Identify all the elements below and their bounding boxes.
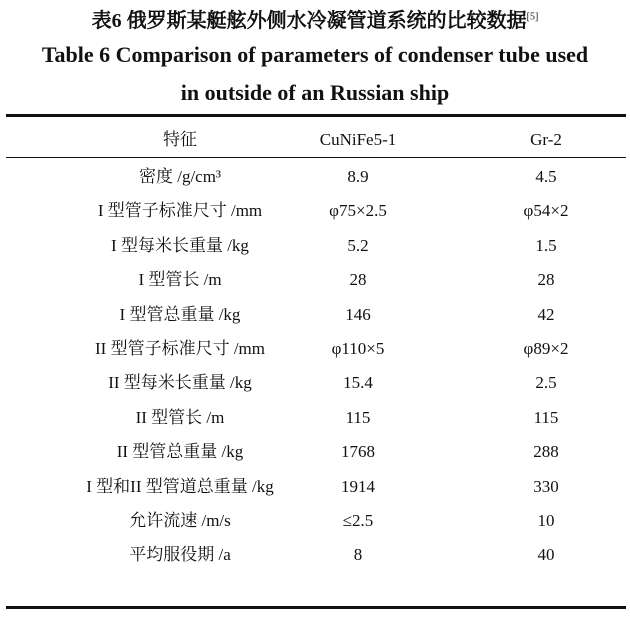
table-caption-english-line2: in outside of an Russian ship <box>180 80 450 105</box>
feature-cell: II 型管总重量 /kg <box>116 442 244 462</box>
cunife-value-cell: 1914 <box>341 476 375 496</box>
table-row <box>6 470 626 504</box>
table-row <box>6 263 626 297</box>
gr2-value-cell: φ89×2 <box>523 338 569 358</box>
cunife-value-cell: 146 <box>345 304 371 324</box>
feature-cell: 平均服役期 /a <box>129 545 231 565</box>
cunife-value-cell: 15.4 <box>343 373 373 393</box>
table-row <box>6 366 626 400</box>
header-row <box>6 124 626 156</box>
cunife-value-cell: 1768 <box>341 442 375 462</box>
cunife-value-cell: 5.2 <box>347 235 369 255</box>
feature-cell: II 型每米长重量 /kg <box>108 373 252 393</box>
cunife-value-cell: 8 <box>353 545 363 565</box>
gr2-value-cell: 40 <box>537 545 555 565</box>
table-row <box>6 332 626 366</box>
gr2-value-cell: 115 <box>533 407 559 427</box>
gr2-value-cell: 288 <box>533 442 559 462</box>
table-body <box>6 160 626 573</box>
cunife-value-cell: 28 <box>349 270 367 290</box>
gr2-value-cell: 4.5 <box>535 167 557 186</box>
table-row <box>6 229 626 263</box>
caption-cn-text: 表6 俄罗斯某艇舷外侧水冷凝管道系统的比较数据 <box>91 10 527 32</box>
feature-cell: II 型管长 /m <box>135 407 225 427</box>
table-row <box>6 194 626 228</box>
gr2-value-cell: 2.5 <box>535 373 557 393</box>
table-row <box>6 298 626 332</box>
header-feature: 特征 <box>163 130 197 149</box>
feature-cell: I 型和II 型管道总重量 /kg <box>86 476 274 496</box>
cunife-value-cell: 115 <box>345 407 371 427</box>
table-row <box>6 160 626 194</box>
gr2-value-cell: 42 <box>537 304 555 324</box>
gr2-value-cell: φ54×2 <box>523 201 569 221</box>
table-row <box>6 538 626 572</box>
table-row <box>6 401 626 435</box>
feature-cell: I 型管总重量 /kg <box>119 304 241 324</box>
gr2-value-cell: 28 <box>537 270 555 290</box>
gr2-value-cell: 10 <box>537 510 555 530</box>
gr2-value-cell: 1.5 <box>535 235 557 255</box>
header-gr2: Gr-2 <box>530 130 562 149</box>
top-rule <box>6 114 626 117</box>
feature-cell: I 型每米长重量 /kg <box>111 235 249 255</box>
feature-cell: II 型管子标准尺寸 /mm <box>95 338 265 358</box>
cunife-value-cell: φ75×2.5 <box>329 201 387 221</box>
feature-cell: I 型管长 /m <box>138 270 222 290</box>
feature-cell: 允许流速 /m/s <box>129 510 231 530</box>
table-caption-chinese <box>0 4 630 33</box>
cunife-value-cell: 8.9 <box>347 167 369 186</box>
table-caption-english-line1: Table 6 Comparison of parameters of condenser tube used <box>41 42 589 67</box>
gr2-value-cell: 330 <box>533 476 559 496</box>
feature-cell: 密度 /g/cm³ <box>138 167 222 186</box>
reference-marker: [5] <box>526 11 539 23</box>
table-row <box>6 435 626 469</box>
cunife-value-cell: φ110×5 <box>331 338 385 358</box>
header-cunife: CuNiFe5-1 <box>319 130 397 149</box>
bottom-rule <box>6 606 626 609</box>
table-row <box>6 504 626 538</box>
feature-cell: I 型管子标准尺寸 /mm <box>97 201 263 221</box>
cunife-value-cell: ≤2.5 <box>342 510 374 530</box>
comparison-table <box>6 124 626 573</box>
